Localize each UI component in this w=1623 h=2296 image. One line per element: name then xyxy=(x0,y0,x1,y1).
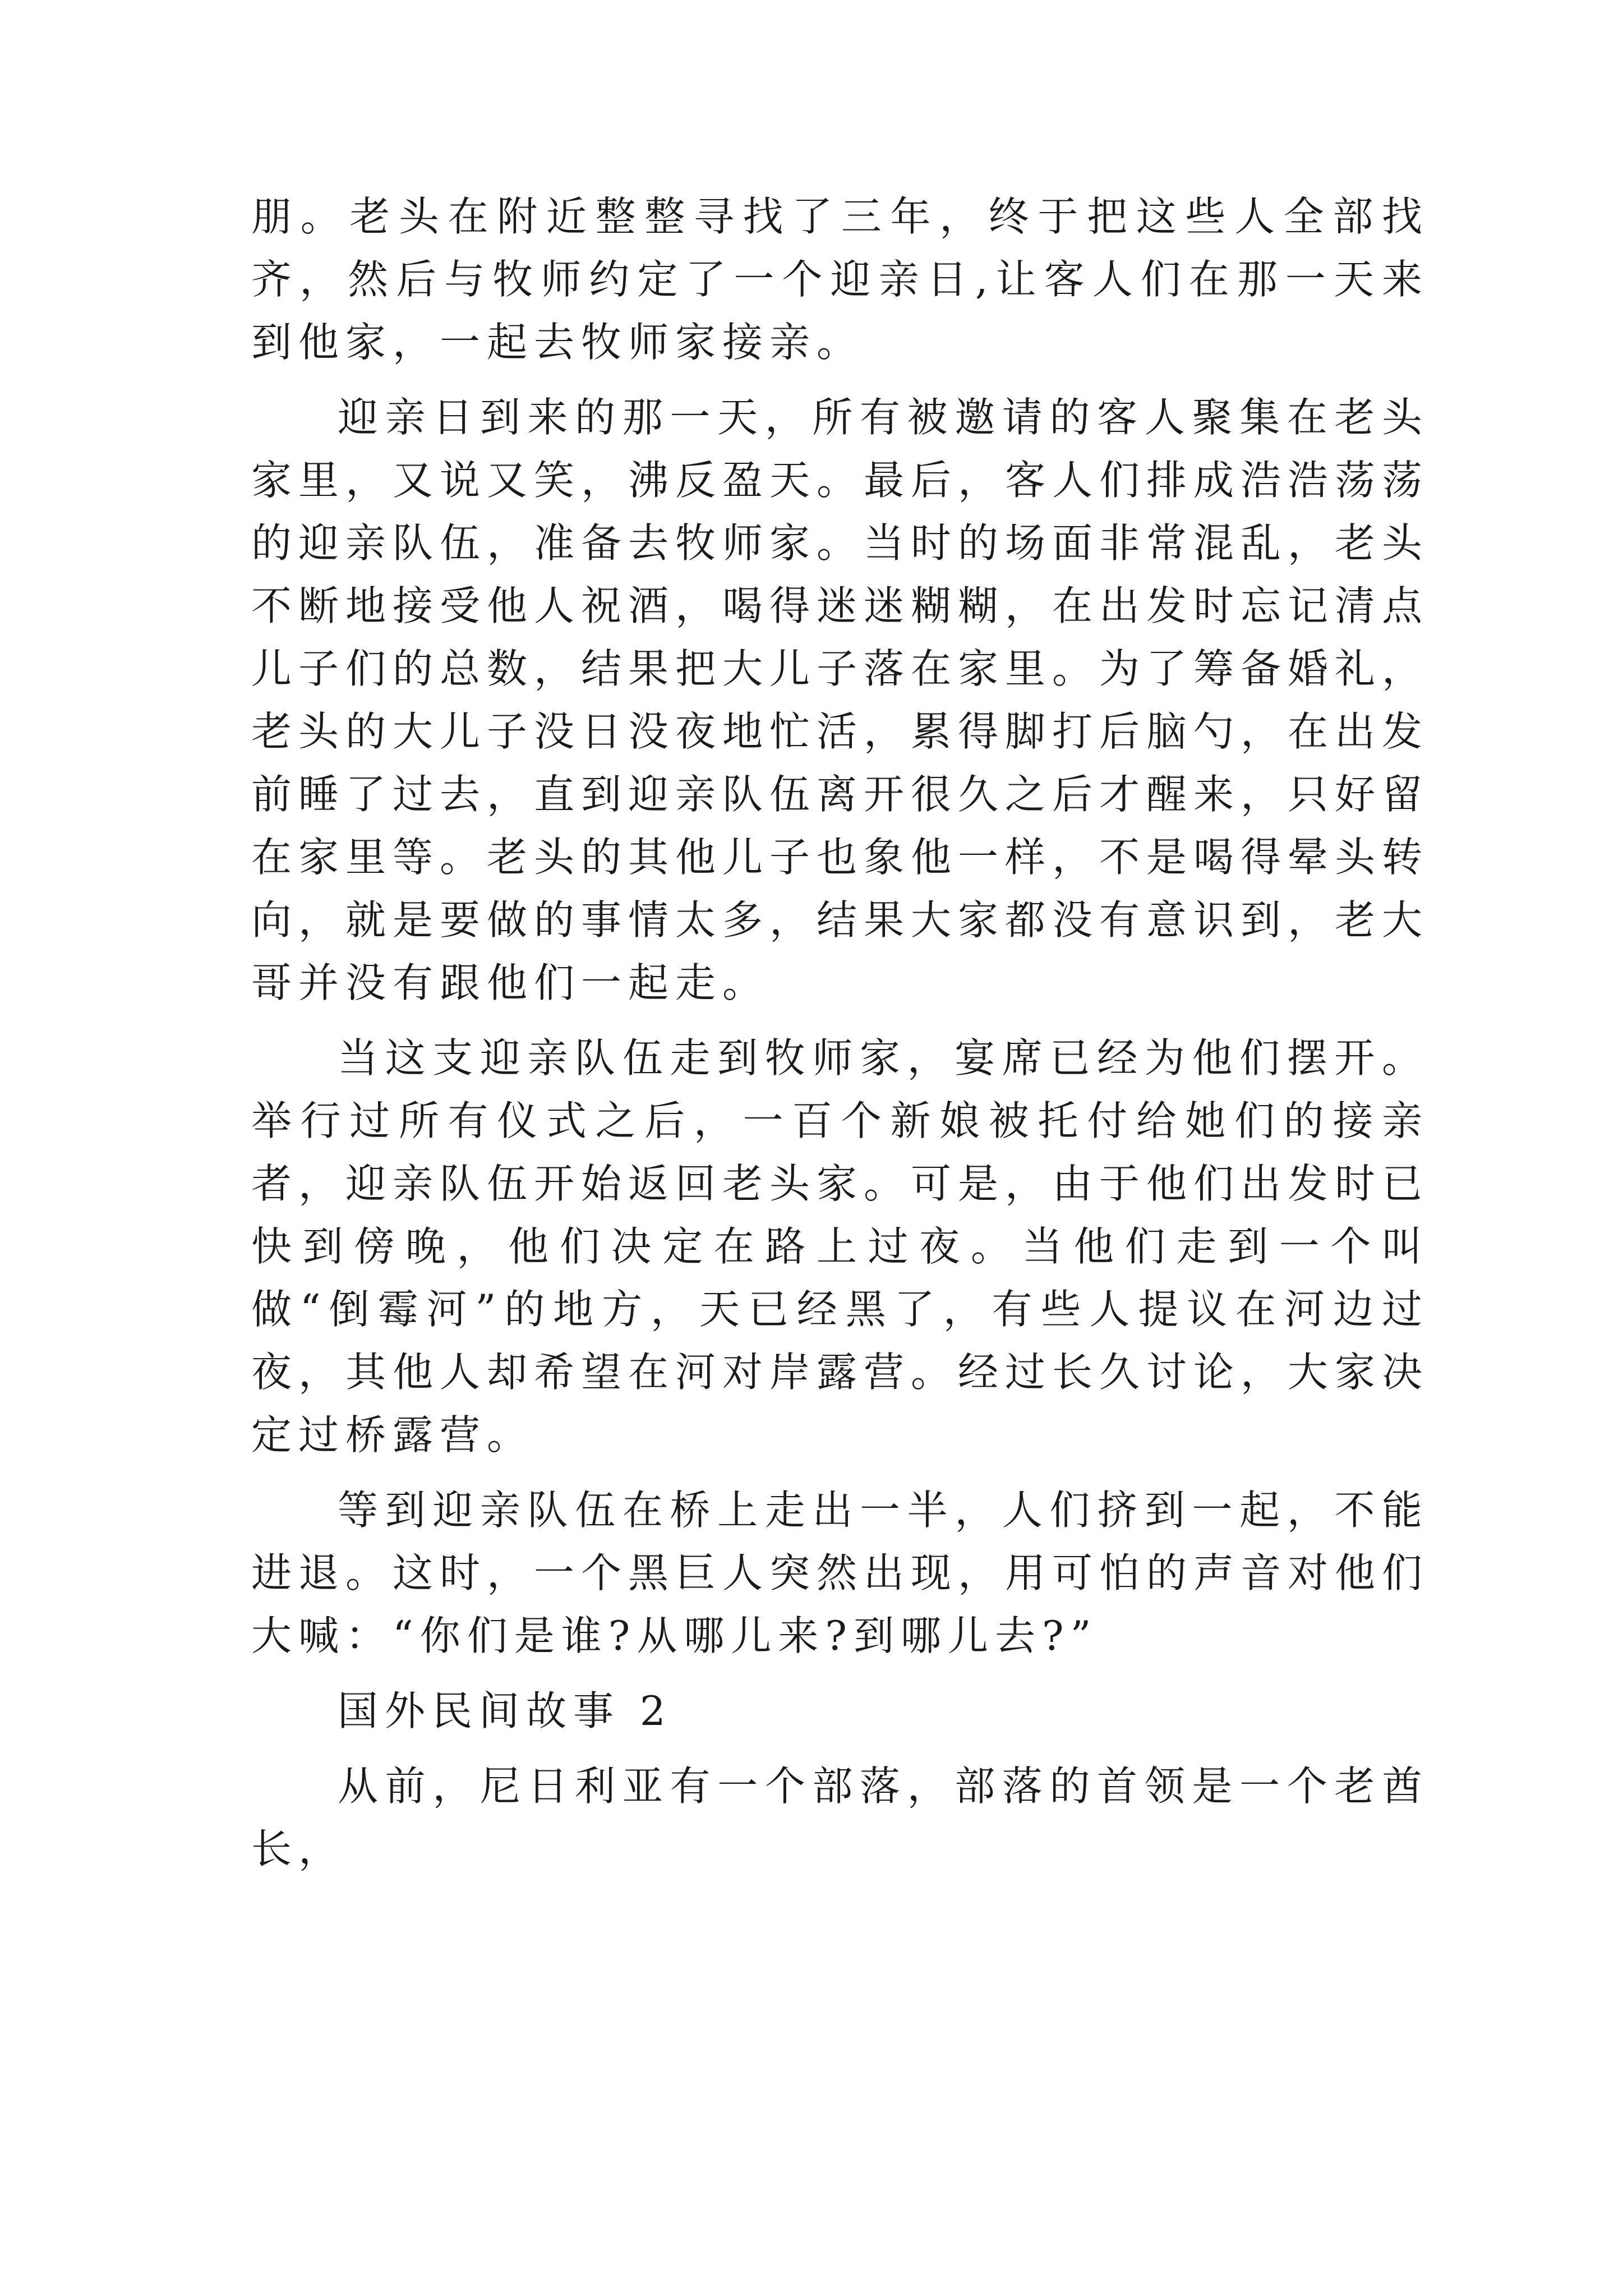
section-heading: 国外民间故事 2 xyxy=(338,1687,672,1734)
paragraph: 从前，尼日利亚有一个部落，部落的首领是一个老酋长， xyxy=(251,1763,1429,1872)
paragraph-continuation: 朋。老头在附近整整寻找了三年，终于把这些人全部找齐，然后与牧师约定了一个迎亲日,让客人们在那一天来到他家，一起去牧师家接亲。 xyxy=(251,193,1429,366)
paragraph: 等到迎亲队伍在桥上走出一半，人们挤到一起，不能进退。这时，一个黑巨人突然出现，用可怕的声音对他们大喊：“你们是谁?从哪儿来?到哪儿去?” xyxy=(251,1487,1430,1659)
paragraph: 当这支迎亲队伍走到牧师家，宴席已经为他们摆开。举行过所有仪式之后，一百个新娘被托付给她们的接亲者，迎亲队伍开始返回老头家。可是，由于他们出发时已快到傍晚，他们决定在路上过夜。当他们走到一个叫做“倒霉河”的地方，天已经黑了，有些人提议在河边过夜，其他人却希望在河对岸露营。经过长久讨论，大家决定过桥露营。 xyxy=(251,1034,1430,1458)
paragraph: 迎亲日到来的那一天，所有被邀请的客人聚集在老头家里，又说又笑，沸反盈天。最后，客人们排成浩浩荡荡的迎亲队伍，准备去牧师家。当时的场面非常混乱，老头不断地接受他人祝酒，喝得迷迷糊糊，在出发时忘记清点儿子们的总数，结果把大儿子落在家里。为了筹备婚礼，老头的大儿子没日没夜地忙活，累得脚打后脑勺，在出发前睡了过去，直到迎亲队伍离开很久之后才醒来，只好留在家里等。老头的其他儿子也象他一样，不是喝得晕头转向，就是要做的事情太多，结果大家都没有意识到，老大哥并没有跟他们一起走。 xyxy=(251,394,1430,1006)
document-body xyxy=(251,185,1429,1893)
